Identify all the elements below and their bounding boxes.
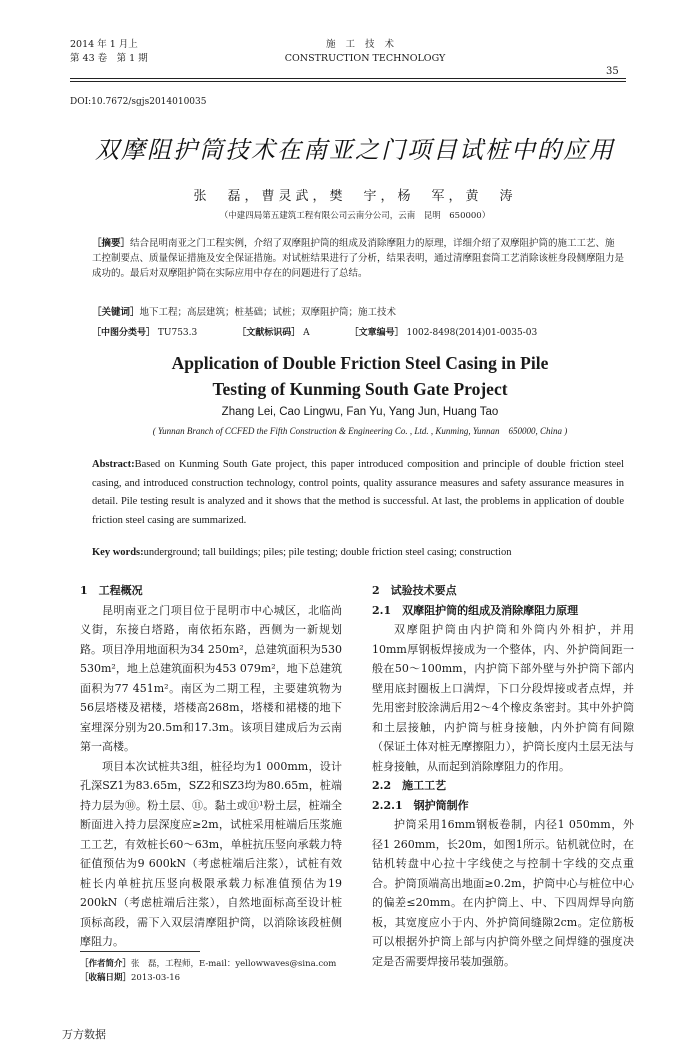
journal-name-en: CONSTRUCTION TECHNOLOGY <box>284 53 446 64</box>
section-heading: 1 工程概况 <box>80 584 143 597</box>
running-header-center <box>260 38 470 66</box>
journal-name-cn: 施工技术 <box>325 39 404 50</box>
abstract-en <box>92 456 624 530</box>
footnote <box>80 957 336 985</box>
header-rule-secondary <box>70 81 626 82</box>
abstract-en-label: Abstract: <box>92 459 135 470</box>
paragraph: 项目本次试桩共3组，桩径均为1 000mm，设计孔深SZ1为83.65m，SZ2和SZ3均为80.65m，桩端持力层为⑩。粉土层、⑪。黏土或⑪¹粉土层，桩端全断面进入持力层深度应≥2m，试桩采用桩端后压浆施工工艺，有效桩长60～63m，单桩抗压竖向承载力特征值预估为9 600kN（考虑桩端后注浆），试桩有效桩长内单桩抗压竖向极限承载力标准值预估为19 200kN（考虑桩端后注浆），自然地面标高至设计桩顶标高段，需下入双层清摩阻护筒，以消除该段桩侧摩阻力。 <box>80 759 342 948</box>
keywords-en <box>92 547 632 558</box>
keywords-cn <box>92 305 624 320</box>
title-en <box>80 350 640 402</box>
doi: DOI:10.7672/sgjs2014010035 <box>70 97 207 107</box>
page-number: 35 <box>606 66 619 77</box>
paragraph: 昆明南亚之门项目位于昆明市中心城区，北临尚义街，东接白塔路，南依拓东路，西侧为一新规划路。项目净用地面积为34 250m²，总建筑面积为530 530m²，地上总建筑面积为453 079m²，地下总建筑面积为77 451m²。南区为二期工程，主要建筑物为56层塔楼及裙楼，塔楼高268m，塔楼和裙楼的地下室埋深分别为20.5m和17.3m。该项目建成后为云南第一高楼。 <box>80 603 342 753</box>
subsection-heading: 2.2.1 钢护筒制作 <box>372 798 469 812</box>
subsection-heading: 2.1 双摩阻护筒的组成及消除摩阻力原理 <box>372 603 579 617</box>
author-bio: ［作者简介］张 磊，工程师，E-mail：yellowwaves@sina.com <box>80 959 337 969</box>
clc-number: ［中图分类号］ TU753.3 <box>92 328 198 338</box>
keywords-en-text: underground; tall buildings; piles; pile testing; double friction steel casing; construction <box>143 547 512 558</box>
header-rule <box>70 78 626 79</box>
article-number: ［文章编号］ 1002-8498(2014)01-0035-03 <box>349 328 538 338</box>
watermark: 万方数据 <box>62 1028 106 1041</box>
abstract-cn-label: ［摘要］ <box>92 238 131 249</box>
abstract-cn-text: 结合昆明南亚之门工程实例，介绍了双摩阻护筒的组成及消除摩阻力的原理，详细介绍了双摩阻护筒的施工工艺、施工控制要点、质量保证措施及安全保证措施。对试桩结果进行了分析，结果表明，通过清摩阻套筒工艺消除该桩身段侧摩阻力是成功的。最后对双摩阻护筒在实际应用中存在的问题进行了总结。 <box>92 238 625 279</box>
keywords-cn-text: 地下工程；高层建筑；桩基础；试桩；双摩阻护筒；施工技术 <box>139 307 397 318</box>
subsection-heading: 2.2 施工工艺 <box>372 779 447 792</box>
volume-issue: 第 43 卷 第 1 期 <box>70 53 148 64</box>
title-en-line-1: Application of Double Friction Steel Casing in Pile <box>171 353 549 373</box>
abstract-cn <box>92 236 624 281</box>
keywords-cn-label: ［关键词］ <box>92 307 140 318</box>
keywords-en-label: Key words: <box>92 547 144 558</box>
footnote-rule <box>80 951 200 952</box>
abstract-en-text: Based on Kunming South Gate project, this paper introduced composition and principle of double friction steel casing, and introduced construction technology, control points, quality assurance measures and safety assurance measures in detail. Pile testing result is analyzed and it shows that the method is successful. At last, the problems in application of double friction steel casing are summarized. <box>92 459 624 526</box>
issue-date: 2014 年 1 月上 <box>70 39 138 50</box>
running-header-left <box>70 38 148 66</box>
title-cn: 双摩阻护筒技术在南亚之门项目试桩中的应用 <box>95 136 615 164</box>
title-en-line-2: Testing of Kunming South Gate Project <box>212 379 508 399</box>
received-date: ［收稿日期］2013-03-16 <box>80 973 181 983</box>
authors-en: Zhang Lei, Cao Lingwu, Fan Yu, Yang Jun, Huang Tao <box>221 406 499 418</box>
affiliation-en: ( Yunnan Branch of CCFED the Fifth Construction & Engineering Co. , Ltd. , Kunming, Yunnan 650000, China ) <box>152 426 568 436</box>
paragraph: 护筒采用16mm钢板卷制，内径1 050mm，外径1 260mm，长20m，如图1所示。钻机就位时，在钻机转盘中心拉十字线使之与控制十字线的交点重合。护筒顶端高出地面≥0.2m，护筒中心与桩位中心的偏差≤20mm。在内护筒上、中、下四周焊导向筋板，其宽度应小于内、外护筒间缝隙2cm。定位筋板可以根据外护筒上部与内护筒外壁之间焊缝的强度决定是否需要焊接吊装加强筋。 <box>372 818 634 968</box>
authors-cn: 张 磊，曹灵武，樊 宇，杨 军，黄 涛 <box>193 189 517 204</box>
paragraph: 双摩阻护筒由内护筒和外筒内外相护，并用10mm厚钢板焊接成为一个整体，内、外护筒间距一般在50～100mm，内护筒下部外壁与外护筒下部内壁用底封圈板上口满焊，下口分段焊接或者点焊，并先用密封胶涂满后用2～4个橡皮条密封。其中外护筒和土层接触，内护筒与桩身接触，内外护筒有间隙（保证土体对桩无摩擦阻力），护筒长度内土层无法与桩身接触，从而起到消除摩阻力的作用。 <box>372 623 634 773</box>
document-code: ［文献标识码］ A <box>237 328 310 338</box>
affiliation-cn: （中建四局第五建筑工程有限公司云南分公司，云南 昆明 650000） <box>219 211 491 221</box>
classification-row <box>92 325 577 338</box>
section-heading: 2 试验技术要点 <box>372 584 457 597</box>
body-left-column <box>80 581 342 952</box>
body-right-column <box>372 581 634 971</box>
